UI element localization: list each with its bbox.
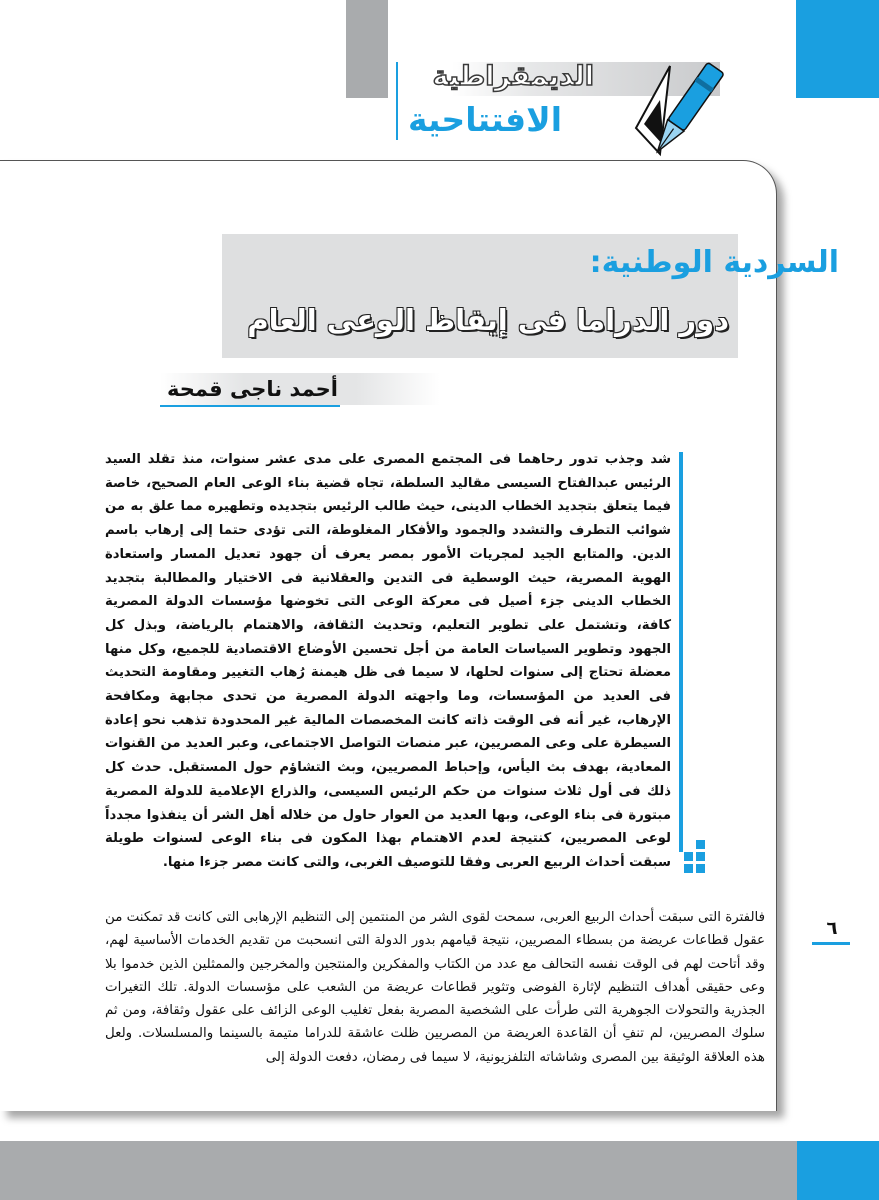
decor-square bbox=[696, 864, 705, 873]
page-number: ٦ bbox=[826, 918, 838, 939]
page-number-rule bbox=[812, 942, 850, 945]
top-gray-block bbox=[346, 0, 388, 98]
masthead-brand: الديمقراطية bbox=[432, 61, 594, 92]
article-title-line2: دور الدراما فى إيقاظ الوعى العام bbox=[247, 303, 729, 337]
decor-square bbox=[684, 864, 693, 873]
body-text: فالفترة التى سبقت أحداث الربيع العربى، سمحت لقوى الشر من المنتمين إلى التنظيم الإرهابى التى كانت قد تمكنت من عقول قطاعات عريضة من بسطاء المصريين، نتيجة قيامهم بدور الدولة التى انسحبت من تقديم الخدمات الأساسية لهم، وقد أتاحت لهم فى الوقت نفسه التحالف مع عدد من الكتاب والمفكرين والمنتجين والمخرجين والممثلين الذين خدموا بلا وعى حقيقى أهداف التنظيم لإثارة الفوضى وتثوير قطاعات عريضة من الشعب على مؤسسات الدولة. تلك التغيرات الجذرية والتحولات الجوهرية التى طرأت على الشخصية المصرية بفعل تغليب الوعى الزائف على عقول وثقافة، ومن ثم سلوك المصريين، لم تنفِ أن القاعدة العريضة من المصريين ظلت عاشقة للدراما متيمة بالسينما والمسلسلات. ولعل هذه العلاقة الوثيقة بين المصرى وشاشاته التلفزيونية، لا سيما فى رمضان، دفعت الدولة إلى bbox=[105, 910, 765, 1065]
section-title: الافتتاحية bbox=[407, 100, 563, 139]
top-blue-block bbox=[796, 0, 879, 98]
footer-blue-block bbox=[797, 1141, 879, 1200]
decor-square bbox=[696, 840, 705, 849]
author-underline bbox=[160, 405, 340, 407]
intro-accent-bar bbox=[679, 452, 683, 852]
intro-text: شد وجذب تدور رحاهما فى المجتمع المصرى على مدى عشر سنوات، منذ تقلد السيد الرئيس عبدالفتاح السيسى مقاليد السلطة، تجاه قضية بناء الوعى العام الصحيح، خاصة فيما يتعلق بتجديد الخطاب الدينى، حيث طالب الرئيس بتجديده وتطهيره مما علق به من شوائب التطرف والتشدد والجمود والأفكار المغلوطة، التى تؤدى حتما إلى إرهاب باسم الدين. والمتابع الجيد لمجريات الأمور بمصر يعرف أن جهود تعديل المسار واستعادة الهوية المصرية، حيث الوسطية فى التدين والعقلانية فى الاختيار والمطالبة بتجديد الخطاب الدينى جزء أصيل فى معركة الوعى التى تخوضها مؤسسات الدولة المصرية كافة، وتشتمل على تطوير التعليم، وتحديث الثقافة، والاهتمام بالرياضة، وبذل كل الجهود وتطوير السياسات العامة من أجل تحسين الأوضاع الاقتصادية للجميع، وكل منها معضلة تحتاج إلى سنوات لحلها، لا سيما فى ظل هيمنة رُهاب التغيير ومقاومة التحديث فى العديد من المؤسسات، وما واجهته الدولة المصرية من تحدى مجابهة ومكافحة الإرهاب، غير أنه فى الوقت ذاته كانت المخصصات المالية غير المحدودة تذهب نحو إعادة السيطرة على وعى المصريين، عبر منصات التواصل الاجتماعى، وعبر العديد من القنوات المعادية، بهدف بث اليأس، وإحباط المصريين، وبث التشاؤم حول المستقبل. حدث كل ذلك فى أول ثلاث سنوات من حكم الرئيس السيسى، والذراع الإعلامية للدولة المصرية مبتورة فى بناء الوعى، وبها العديد من العوار حاول من خلاله أهل الشر أن ينفذوا مجدداً لوعى المصريين، كنتيجة لعدم الاهتمام بهذا المكون فى بناء الوعى لسنوات طويلة سبقت أحداث الربيع العربى وفقا للتوصيف الغربى، والتى كانت مصر جزءا منها. bbox=[105, 452, 671, 870]
masthead-divider bbox=[396, 62, 398, 140]
decor-square bbox=[696, 852, 705, 861]
author-name: أحمد ناجى قمحة bbox=[166, 377, 338, 401]
intro-paragraph bbox=[105, 448, 671, 875]
body-paragraph bbox=[105, 906, 765, 1069]
article-title-line1: السردية الوطنية: bbox=[589, 245, 839, 280]
footer-gray-band bbox=[0, 1141, 797, 1200]
decor-square bbox=[684, 852, 693, 861]
